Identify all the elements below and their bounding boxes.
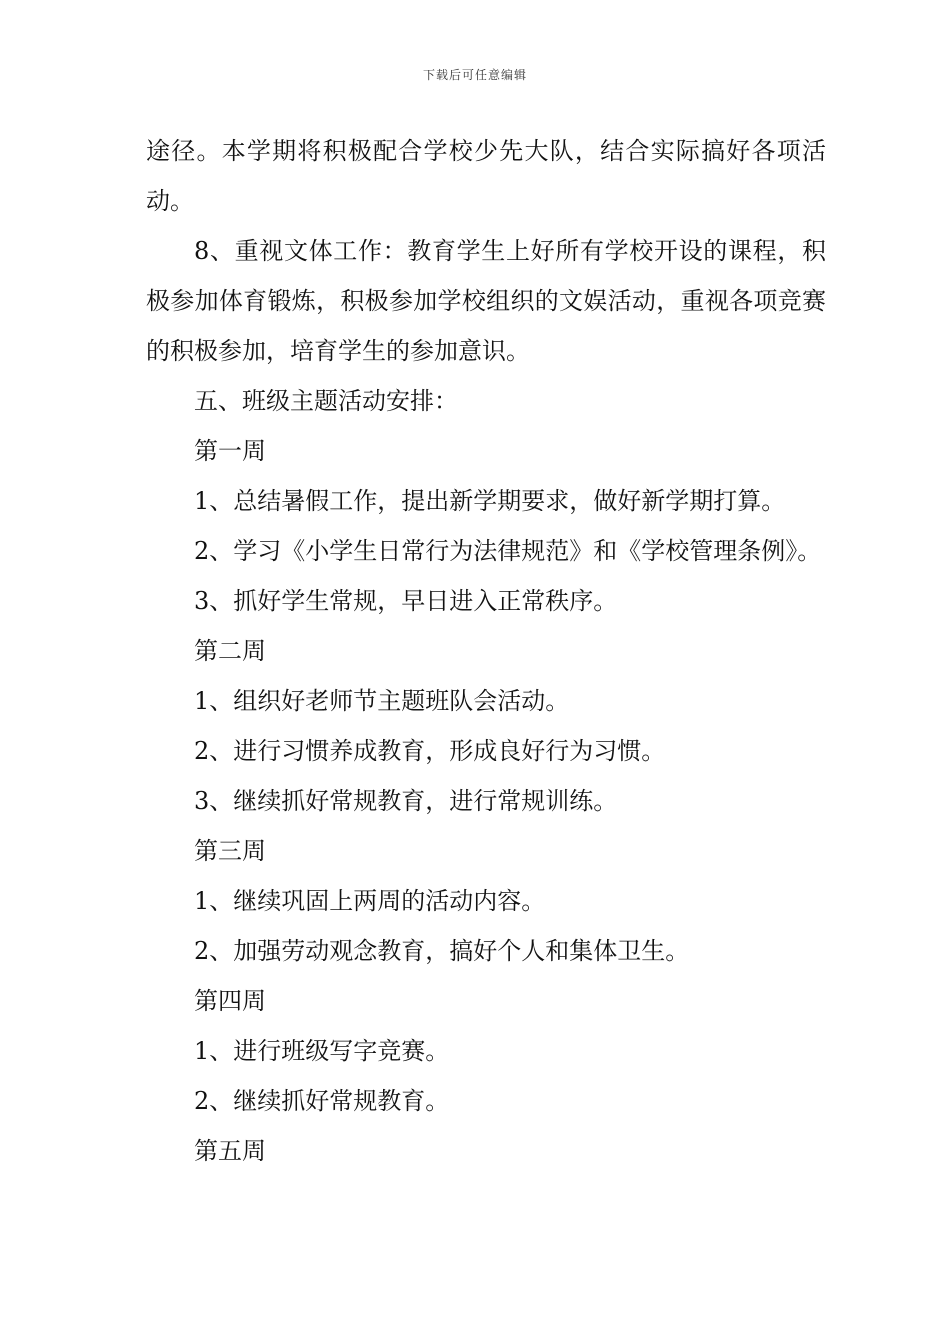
page-header: 下载后可任意编辑 [422, 68, 527, 82]
document-body [146, 126, 826, 1176]
paragraph: 途径。本学期将积极配合学校少先大队，结合实际搞好各项活动。 [146, 137, 826, 215]
week-heading: 第五周 [194, 1137, 266, 1165]
paragraph: 8、重视文体工作：教育学生上好所有学校开设的课程，积极参加体育锻炼，积极参加学校组织的文娱活动，重视各项竞赛的积极参加，培育学生的参加意识。 [146, 237, 826, 365]
list-item: 1、继续巩固上两周的活动内容。 [194, 887, 546, 915]
section-heading: 五、班级主题活动安排： [194, 387, 458, 415]
list-item: 2、学习《小学生日常行为法律规范》和《学校管理条例》。 [194, 537, 822, 565]
list-item: 3、抓好学生常规，早日进入正常秩序。 [194, 587, 618, 615]
list-item: 2、加强劳动观念教育，搞好个人和集体卫生。 [194, 937, 690, 965]
list-item: 2、进行习惯养成教育，形成良好行为习惯。 [194, 737, 666, 765]
list-item: 2、继续抓好常规教育。 [194, 1087, 450, 1115]
week-heading: 第三周 [194, 837, 266, 865]
list-item: 3、继续抓好常规教育，进行常规训练。 [194, 787, 618, 815]
list-item: 1、组织好老师节主题班队会活动。 [194, 687, 570, 715]
week-heading: 第四周 [194, 987, 266, 1015]
list-item: 1、总结暑假工作，提出新学期要求，做好新学期打算。 [194, 487, 786, 515]
week-heading: 第二周 [194, 637, 266, 665]
list-item: 1、进行班级写字竞赛。 [194, 1037, 450, 1065]
week-heading: 第一周 [194, 437, 266, 465]
